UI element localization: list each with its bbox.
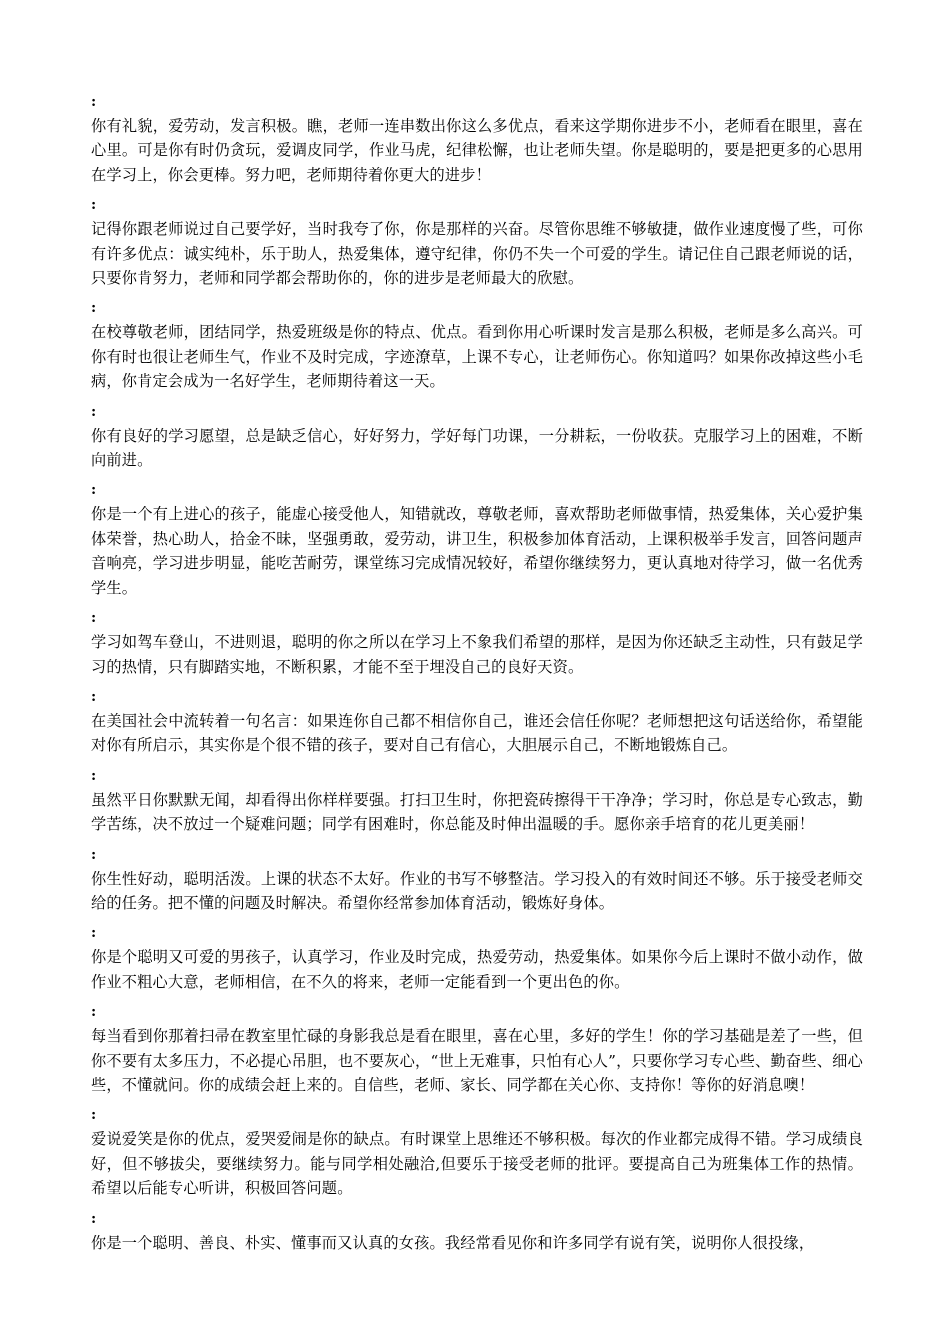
entry-marker: : xyxy=(91,403,97,420)
entry-marker: : xyxy=(91,925,97,942)
entry-text: 爱说爱笑是你的优点，爱哭爱闹是你的缺点。有时课堂上思维还不够积极。每次的作业都完成得不错。学习成绩良好，但不够拔尖，要继续努力。能与同学相处融洽,但要乐于接受老师的批评。要提高自己为班集体工作的热情。希望以后能专心听讲，积极回答问题。 xyxy=(91,1130,863,1198)
entry-text: 你有礼貌，爱劳动，发言积极。瞧，老师一连串数出你这么多优点，看来这学期你进步不小，老师看在眼里，喜在心里。可是你有时仍贪玩，爱调皮同学，作业马虎，纪律松懈，也让老师失望。你是聪明的，要是把更多的心思用在学习上，你会更棒。努力吧，老师期待着你更大的进步！ xyxy=(91,117,863,184)
entry-marker: : xyxy=(91,1004,97,1021)
entry-marker: : xyxy=(91,300,97,317)
comment-entry xyxy=(91,198,863,290)
comment-entry xyxy=(91,769,863,837)
entry-text: 你是一个有上进心的孩子，能虚心接受他人，知错就改，尊敬老师，喜欢帮助老师做事情，热爱集体，关心爱护集体荣誉，热心助人，拾金不昧，坚强勇敢，爱劳动，讲卫生，积极参加体育活动，上课积极举手发言，回答问题声音响亮，学习进步明显，能吃苦耐劳，课堂练习完成情况较好，希望你继续努力，更认真地对待学习，做一名优秀学生。 xyxy=(91,505,863,597)
comment-entry xyxy=(91,1212,863,1255)
entry-text: 你生性好动，聪明活泼。上课的状态不太好。作业的书写不够整洁。学习投入的有效时间还不够。乐于接受老师交给的任务。把不懂的问题及时解决。希望你经常参加体育活动，锻炼好身体。 xyxy=(91,869,863,912)
entry-marker: : xyxy=(91,197,97,214)
entry-marker: : xyxy=(91,846,97,863)
entry-text: 每当看到你那着扫帚在教室里忙碌的身影我总是看在眼里，喜在心里，多好的学生！你的学习基础是差了一些，但你不要有太多压力，不必提心吊胆，也不要灰心，“世上无难事，只怕有心人”，只要你学习专心些、勤奋些、细心些，不懂就问。你的成绩会赶上来的。自信些，老师、家长、同学都在关心你、支持你！等你的好消息噢！ xyxy=(91,1027,863,1094)
entry-text: 在美国社会中流转着一句名言：如果连你自己都不相信你自己，谁还会信任你呢？老师想把这句话送给你，希望能对你有所启示，其实你是个很不错的孩子，要对自己有信心，大胆展示自己，不断地锻炼自己。 xyxy=(91,711,863,755)
comment-entry xyxy=(91,848,863,916)
entry-marker: : xyxy=(91,688,97,705)
entry-text: 虽然平日你默默无闻，却看得出你样样要强。打扫卫生时，你把瓷砖擦得干干净净；学习时，你总是专心致志，勤学苦练，决不放过一个疑难问题；同学有困难时，你总能及时伸出温暖的手。愿你亲手培育的花儿更美丽！ xyxy=(91,790,863,834)
entry-marker: : xyxy=(91,482,97,499)
comment-entry xyxy=(91,611,863,679)
entry-text: 记得你跟老师说过自己要学好，当时我夸了你，你是那样的兴奋。尽管你思维不够敏捷，做作业速度慢了些，可你有许多优点：诚实纯朴，乐于助人，热爱集体，遵守纪律，你仍不失一个可爱的学生。请记住自己跟老师说的话，只要你肯努力，老师和同学都会帮助你的，你的进步是老师最大的欣慰。 xyxy=(91,220,863,288)
entry-marker: : xyxy=(91,1107,97,1124)
entry-marker: : xyxy=(91,767,97,784)
comment-entry xyxy=(91,1108,863,1200)
entry-marker: : xyxy=(91,610,97,627)
entry-text: 学习如驾车登山，不进则退，聪明的你之所以在学习上不象我们希望的那样，是因为你还缺乏主动性，只有鼓足学习的热情，只有脚踏实地，不断积累，才能不至于埋没自己的良好天资。 xyxy=(91,633,863,676)
comment-entry xyxy=(91,690,863,758)
entry-marker: : xyxy=(91,1210,97,1227)
comment-entry xyxy=(91,1005,863,1097)
comment-entry xyxy=(91,301,863,393)
comment-entry xyxy=(91,483,863,600)
entry-text: 你是个聪明又可爱的男孩子，认真学习，作业及时完成，热爱劳动，热爱集体。如果你今后上课时不做小动作，做作业不粗心大意，老师相信，在不久的将来，老师一定能看到一个更出色的你。 xyxy=(91,948,863,991)
comment-entry xyxy=(91,95,863,187)
comment-entry xyxy=(91,405,863,473)
entry-text: 在校尊敬老师，团结同学，热爱班级是你的特点、优点。看到你用心听课时发言是那么积极，老师是多么高兴。可你有时也很让老师生气，作业不及时完成，字迹潦草，上课不专心，让老师伤心。你知道吗？如果你改掉这些小毛病，你肯定会成为一名好学生，老师期待着这一天。 xyxy=(91,323,863,391)
entry-text: 你有良好的学习愿望，总是缺乏信心，好好努力，学好每门功课，一分耕耘，一份收获。克服学习上的困难，不断向前进。 xyxy=(91,426,863,470)
entry-text: 你是一个聪明、善良、朴实、懂事而又认真的女孩。我经常看见你和许多同学有说有笑，说明你人很投缘， xyxy=(91,1233,815,1252)
entry-marker: : xyxy=(91,94,97,110)
document-body xyxy=(91,95,863,1266)
comment-entry xyxy=(91,926,863,994)
